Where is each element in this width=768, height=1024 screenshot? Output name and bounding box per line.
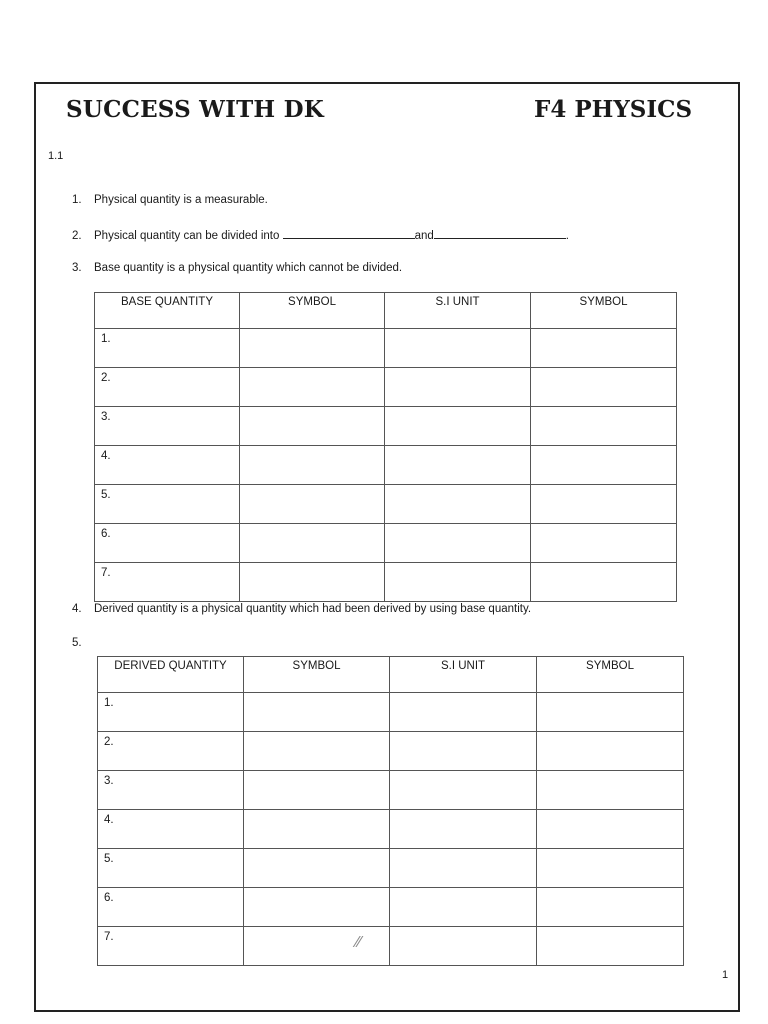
table-row	[95, 407, 677, 446]
answer-cell[interactable]	[240, 368, 385, 407]
answer-cell[interactable]	[390, 771, 537, 810]
pen-mark-icon: ⁄⁄	[356, 934, 362, 951]
row-number-cell[interactable]: 3.	[98, 771, 244, 810]
answer-cell[interactable]	[537, 771, 684, 810]
question-number: 3.	[72, 262, 82, 274]
question-text: Physical quantity is a measurable.	[94, 194, 268, 206]
table-row	[98, 732, 684, 771]
answer-cell[interactable]	[537, 810, 684, 849]
answer-cell[interactable]	[244, 888, 390, 927]
table-header-row	[95, 293, 677, 329]
derived-quantity-table	[97, 656, 684, 966]
row-number-cell[interactable]: 2.	[98, 732, 244, 771]
answer-cell[interactable]	[244, 810, 390, 849]
answer-cell[interactable]	[385, 407, 531, 446]
answer-cell[interactable]	[531, 329, 677, 368]
question-5	[72, 637, 94, 649]
answer-cell[interactable]	[385, 563, 531, 602]
table-row	[95, 446, 677, 485]
row-number-cell[interactable]: 6.	[95, 524, 240, 563]
section-number: 1.1	[48, 150, 64, 162]
header-title: SUCCESS WITH DK	[66, 96, 324, 123]
answer-cell[interactable]	[244, 693, 390, 732]
answer-cell[interactable]	[244, 849, 390, 888]
question-text: Base quantity is a physical quantity which cannot be divided.	[94, 262, 403, 274]
answer-cell[interactable]	[531, 368, 677, 407]
column-header: SYMBOL	[531, 293, 677, 329]
answer-cell[interactable]	[537, 849, 684, 888]
row-number-cell[interactable]: 1.	[95, 329, 240, 368]
table-row	[95, 329, 677, 368]
question-text-middle: and	[414, 230, 434, 242]
table-row	[98, 771, 684, 810]
column-header: S.I UNIT	[390, 657, 537, 693]
answer-cell[interactable]	[390, 810, 537, 849]
answer-cell[interactable]	[385, 368, 531, 407]
row-number-cell[interactable]: 6.	[98, 888, 244, 927]
answer-cell[interactable]	[531, 446, 677, 485]
answer-cell[interactable]	[390, 888, 537, 927]
answer-blank-2[interactable]	[434, 228, 566, 239]
answer-cell[interactable]	[390, 693, 537, 732]
answer-cell[interactable]	[537, 927, 684, 966]
question-text-before: Physical quantity can be divided into	[94, 230, 280, 242]
table-row	[95, 524, 677, 563]
question-1	[72, 194, 268, 206]
table-row	[98, 693, 684, 732]
answer-cell[interactable]	[244, 732, 390, 771]
table-row	[98, 927, 684, 966]
answer-cell[interactable]	[244, 927, 390, 966]
answer-cell[interactable]	[240, 524, 385, 563]
question-number: 4.	[72, 603, 82, 615]
row-number-cell[interactable]: 7.	[95, 563, 240, 602]
answer-cell[interactable]	[385, 485, 531, 524]
header-subject: F4 PHYSICS	[534, 96, 693, 123]
question-number: 2.	[72, 230, 82, 242]
answer-cell[interactable]	[531, 563, 677, 602]
question-text: Derived quantity is a physical quantity which had been derived by using base quantity.	[94, 603, 532, 615]
question-2	[72, 228, 569, 242]
table-row	[98, 888, 684, 927]
base-quantity-table	[94, 292, 677, 602]
question-4	[72, 603, 531, 615]
row-number-cell[interactable]: 4.	[98, 810, 244, 849]
table-row	[98, 810, 684, 849]
answer-cell[interactable]	[531, 407, 677, 446]
answer-cell[interactable]	[385, 446, 531, 485]
column-header: DERIVED QUANTITY	[98, 657, 244, 693]
answer-cell[interactable]	[240, 485, 385, 524]
table-row	[98, 849, 684, 888]
row-number-cell[interactable]: 2.	[95, 368, 240, 407]
column-header: S.I UNIT	[385, 293, 531, 329]
column-header: SYMBOL	[537, 657, 684, 693]
table-row	[95, 563, 677, 602]
column-header: SYMBOL	[240, 293, 385, 329]
answer-cell[interactable]	[531, 485, 677, 524]
answer-cell[interactable]	[390, 927, 537, 966]
answer-cell[interactable]	[390, 732, 537, 771]
question-3	[72, 262, 402, 274]
answer-cell[interactable]	[240, 329, 385, 368]
page-number: 1	[722, 969, 729, 981]
answer-cell[interactable]	[240, 446, 385, 485]
table-row	[95, 368, 677, 407]
question-number: 5.	[72, 637, 82, 649]
table-row	[95, 485, 677, 524]
answer-cell[interactable]	[240, 407, 385, 446]
column-header: SYMBOL	[244, 657, 390, 693]
question-number: 1.	[72, 194, 82, 206]
row-number-cell[interactable]: 1.	[98, 693, 244, 732]
answer-cell[interactable]	[244, 771, 390, 810]
row-number-cell[interactable]: 7.	[98, 927, 244, 966]
question-text-after: .	[565, 230, 569, 242]
table-header-row	[98, 657, 684, 693]
answer-cell[interactable]	[537, 693, 684, 732]
answer-cell[interactable]	[390, 849, 537, 888]
answer-cell[interactable]	[385, 524, 531, 563]
answer-cell[interactable]	[240, 563, 385, 602]
row-number-cell[interactable]: 5.	[95, 485, 240, 524]
answer-cell[interactable]	[531, 524, 677, 563]
answer-cell[interactable]	[537, 888, 684, 927]
answer-cell[interactable]	[385, 329, 531, 368]
column-header: BASE QUANTITY	[95, 293, 240, 329]
answer-cell[interactable]	[537, 732, 684, 771]
row-number-cell[interactable]: 5.	[98, 849, 244, 888]
row-number-cell[interactable]: 3.	[95, 407, 240, 446]
row-number-cell[interactable]: 4.	[95, 446, 240, 485]
answer-blank-1[interactable]	[283, 228, 415, 239]
